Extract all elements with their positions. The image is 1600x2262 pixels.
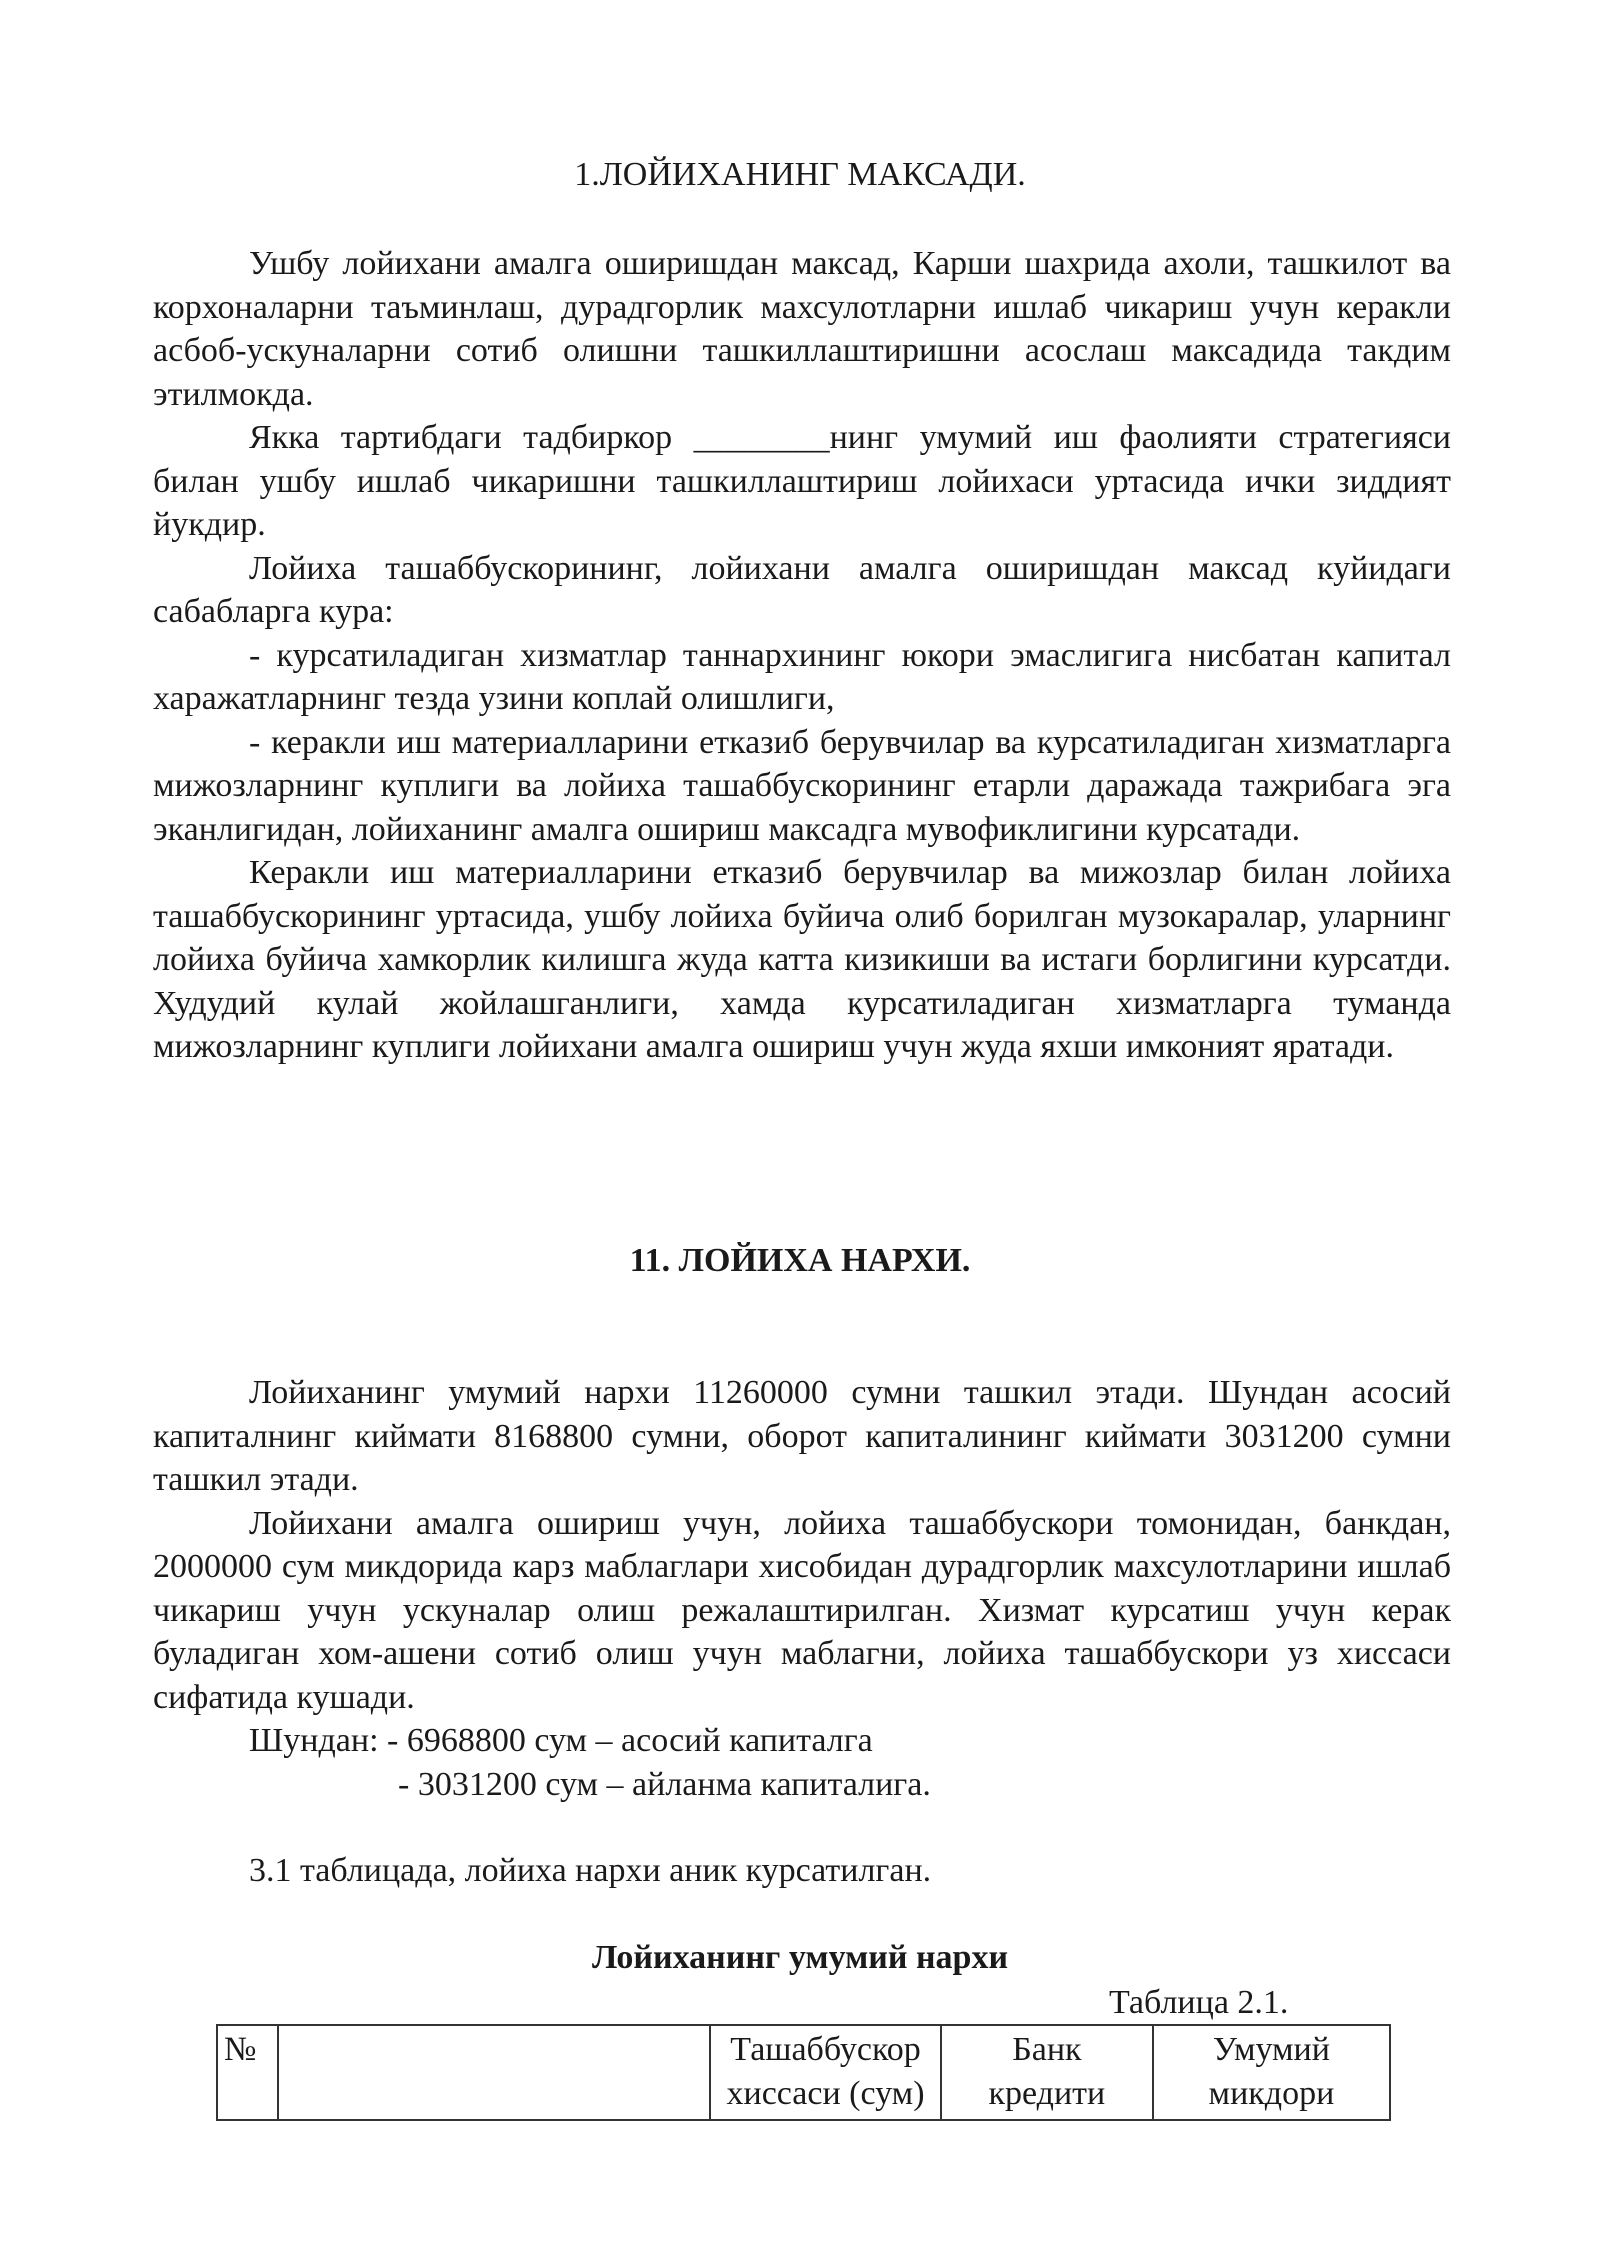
header-text: микдори — [1208, 2074, 1335, 2112]
header-text: Банк — [1012, 2031, 1082, 2068]
section1-title: 1.ЛОЙИХАНИНГ МАКСАДИ. — [574, 156, 1026, 193]
table-reference-text — [153, 1849, 1451, 1893]
paragraph: Ушбу лойихани амалга оширишдан максад, Карши шахрида ахоли, ташкилот ва корхоналарни таъминлаш, дурадгорлик махсулотларни ишлаб чикариш учун керакли асбоб-ускуналарни сотиб олишни ташкиллаштиришни асослаш максадида такдим этилмокда. — [153, 245, 1451, 413]
header-total-amount — [1153, 2025, 1390, 2120]
table-header-row — [217, 2025, 1390, 2120]
table-title: Лойиханинг умумий нархи — [591, 1939, 1009, 1976]
table-number: Таблица 2.1. — [1109, 1984, 1289, 2021]
header-text: хиссаси (сум) — [726, 2074, 925, 2112]
paragraph: - курсатиладиган хизматлар таннархининг юкори эмаслигига нисбатан капитал харажатларнинг тезда узини коплай олишлиги, — [153, 636, 1451, 717]
paragraph: Лойиханинг умумий нархи 11260000 сумни ташкил этади. Шундан асосий капиталнинг киймати 8168800 сумни, оборот капиталининг киймати 3031200 сумни ташкил этади. — [153, 1374, 1451, 1498]
paragraph: Якка тартибдаги тадбиркор ________нинг умумий иш фаолияти стратегияси билан ушбу ишлаб чикаришни ташкиллаштириш лойихаси уртасида ички зиддият йукдир. — [153, 419, 1451, 543]
paragraph: Лойиха ташаббускорининг, лойихани амалга оширишдан максад куйидаги сабабларга кура: — [153, 549, 1451, 630]
paragraph: - керакли иш материалларини етказиб берувчилар ва курсатиладиган хизматларга мижозларнинг куплиги ва лойиха ташаббускорининг етарли даражада тажрибага эга эканлигидан, лойиханинг амалга ошириш максадга мувофиклигини курсатади. — [153, 723, 1451, 848]
header-bank-credit — [941, 2025, 1153, 2120]
header-text: Ташаббускор — [730, 2031, 921, 2068]
paragraph: Керакли иш материалларини етказиб берувчилар ва мижозлар билан лойиха ташаббускорининг уртасида, ушбу лойиха буйича олиб борилган музокаралар, уларнинг лойиха буйича хамкорлик килишга жуда катта кизикиши ва истаги борлигини курсатди. Худудий кулай жойлашганлиги, хамда курсатиладиган хизматларга туманда мижозларнинг куплиги лойихани амалга ошириш учун жуда яхши имконият яратади. — [153, 854, 1451, 1065]
header-item — [278, 2025, 710, 2120]
paragraph: 3.1 таблицада, лойиха нархи аник курсатилган. — [249, 1852, 932, 1889]
header-text: Умумий — [1212, 2031, 1330, 2068]
section1-body — [153, 242, 1451, 1069]
project-cost-table — [216, 2024, 1391, 2121]
section2-title: 11. ЛОЙИХА НАРХИ. — [629, 1242, 971, 1279]
capital-breakdown-line: Шундан: - 6968800 сум – асосий капиталга — [249, 1722, 873, 1759]
capital-breakdown-line: - 3031200 сум – айланма капиталига. — [398, 1765, 931, 1803]
header-initiator-share — [710, 2025, 941, 2120]
section2-body — [153, 1371, 1451, 1806]
header-number: № — [217, 2025, 278, 2120]
header-text: кредити — [988, 2074, 1106, 2112]
paragraph: Лойихани амалга ошириш учун, лойиха ташаббускори томонидан, банкдан, 2000000 сум микдорида карз маблаглари хисобидан дурадгорлик махсулотларини ишлаб чикариш учун ускуналар олиш режалаштирилган. Хизмат курсатиш учун керак буладиган хом-ашени сотиб олиш учун маблагни, лойиха ташаббускори уз хиссаси сифатида кушади. — [153, 1504, 1451, 1716]
